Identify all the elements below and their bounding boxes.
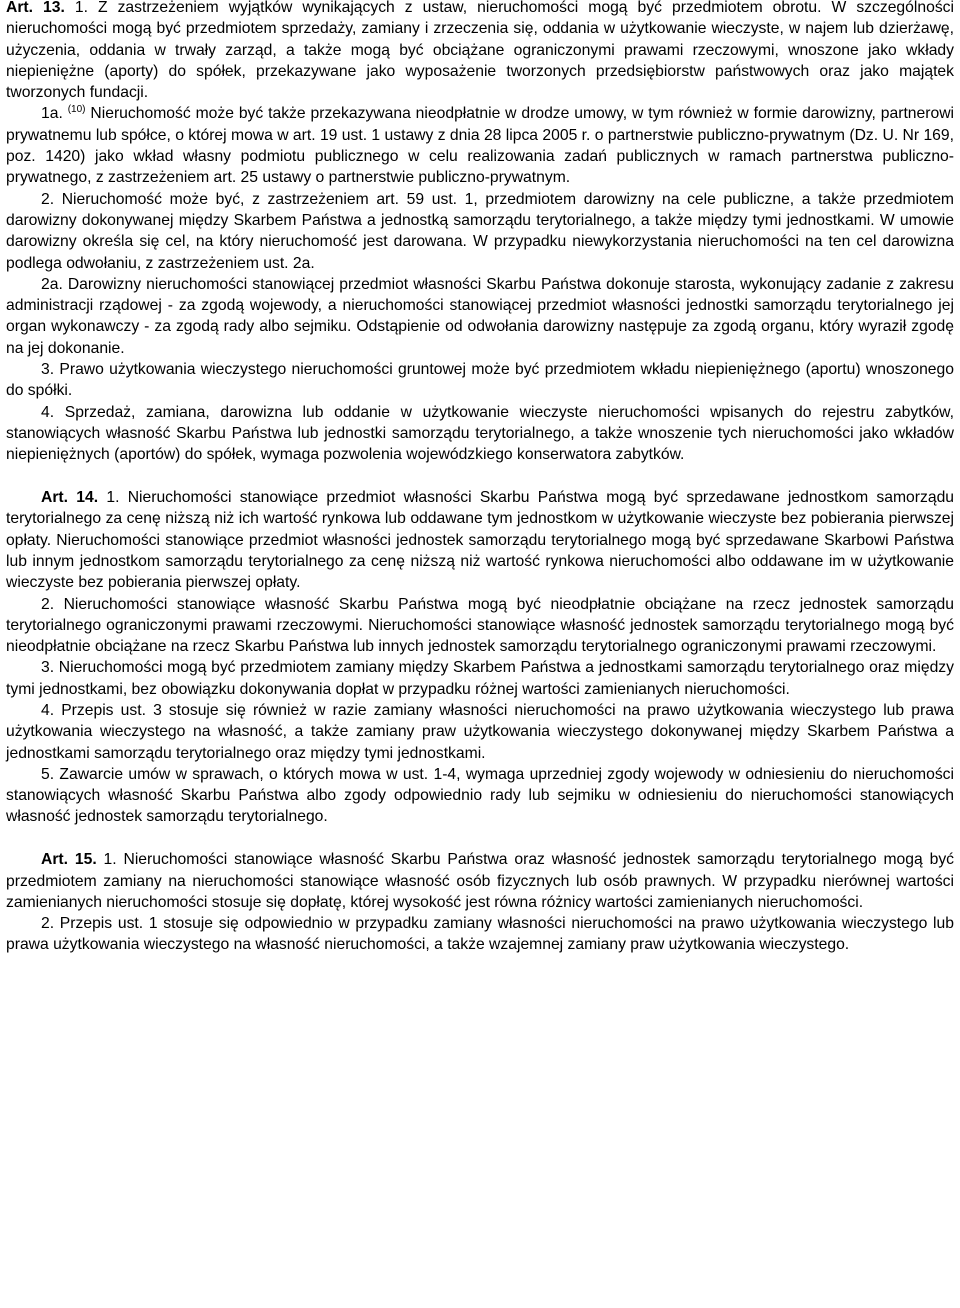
art14-p1-text: 1. Nieruchomości stanowiące przedmiot własności Skarbu Państwa mogą być sprzedawane jednostkom samorządu terytorialnego za cenę niższą niż ich wartość rynkowa lub oddawane tym jednostkom w użytkowanie wieczyste bez pobierania pierwszej opłaty. Nieruchomości stanowiące przedmiot własności jednostek samorządu terytorialnego mogą być sprzedawane Skarbowi Państwa lub innym jednostkom samorządu terytorialnego za cenę niższą niż wartość rynkowa nieruchomości albo oddawane im w użytkowanie wieczyste bez pobierania pierwszej opłaty. bbox=[6, 489, 955, 592]
section-spacer bbox=[6, 466, 954, 488]
art13-p1a-text: Nieruchomość może być także przekazywana nieodpłatnie w drodze umowy, w tym również w formie darowizny, partnerowi prywatnemu lub spółce, o której mowa w art. 19 ust. 1 ustawy z dnia 28 lipca 2005 r. o partnerstwie publiczno-prywatnym (Dz. U. Nr 169, poz. 1420) jako wkład własny podmiotu publicznego w celu realizowania zadań publicznych w ramach partnerstwa publiczno-prywatnego, z zastrzeżeniem art. 25 ustawy o partnerstwie publiczno-prywatnym. bbox=[6, 105, 955, 187]
art13-p1-number: 1. bbox=[74, 0, 88, 16]
art14-paragraph-1 bbox=[6, 487, 954, 593]
art14-heading: Art. 14. bbox=[41, 489, 99, 507]
art15-paragraph-1 bbox=[6, 849, 954, 913]
art15-p1-text: 1. Nieruchomości stanowiące własność Skarbu Państwa oraz własność jednostek samorządu terytorialnego mogą być przedmiotem zamiany na nieruchomości stanowiące własność osób fizycznych lub osób prawnych. W przypadku nierównej wartości zamienianych nieruchomości stosuje się dopłatę, której wysokość jest równa różnicy wartości zamienianych nieruchomości. bbox=[6, 851, 955, 911]
art13-p1a-number: 1a. bbox=[41, 105, 63, 123]
art14-paragraph-4: 4. Przepis ust. 3 stosuje się również w razie zamiany własności nieruchomości na prawo użytkowania wieczystego lub prawa użytkowania wieczystego na własność, a także zamiany praw użytkowania wieczystego dokonywanej między Skarbem Państwa a jednostkami samorządu terytorialnego oraz między tymi jednostkami. bbox=[6, 702, 954, 762]
art13-paragraph-2: 2. Nieruchomość może być, z zastrzeżeniem art. 59 ust. 1, przedmiotem darowizny na cele publiczne, a także przedmiotem darowizny dokonywanej między Skarbem Państwa a jednostką samorządu terytorialnego, a także między tymi jednostkami. W umowie darowizny określa się cel, na który nieruchomość jest darowana. W przypadku niewykorzystania nieruchomości na ten cel darowizna podlega odwołaniu, z zastrzeżeniem ust. 2a. bbox=[6, 190, 954, 272]
art13-paragraph-4: 4. Sprzedaż, zamiana, darowizna lub oddanie w użytkowanie wieczyste nieruchomości wpisanych do rejestru zabytków, stanowiących własność Skarbu Państwa lub jednostki samorządu terytorialnego, a także wnoszenie tych nieruchomości jako wkładów niepieniężnych (aportów) do spółek, wymaga pozwolenia wojewódzkiego konserwatora zabytków. bbox=[6, 403, 954, 464]
art13-paragraph-3: 3. Prawo użytkowania wieczystego nieruchomości gruntowej może być przedmiotem wkładu niepieniężnego (aportu) wnoszonego do spółki. bbox=[6, 361, 954, 400]
art13-paragraph-1 bbox=[6, 0, 954, 103]
article-14 bbox=[6, 487, 954, 828]
art14-paragraph-2: 2. Nieruchomości stanowiące własność Skarbu Państwa mogą być nieodpłatnie obciążane na rzecz jednostek samorządu terytorialnego ograniczonymi prawami rzeczowymi. Nieruchomości stanowiące własność jednostek samorządu terytorialnego mogą być nieodpłatnie obciążane na rzecz Skarbu Państwa lub innych jednostek samorządu terytorialnego ograniczonymi prawami rzeczowymi. bbox=[6, 595, 954, 656]
art15-paragraph-2: 2. Przepis ust. 1 stosuje się odpowiednio w przypadku zamiany własności nieruchomości na prawo użytkowania wieczystego lub prawa użytkowania wieczystego na własność nieruchomości, a także wzajemnej zamiany praw użytkowania wieczystego. bbox=[6, 915, 954, 954]
art13-paragraph-2a: 2a. Darowizny nieruchomości stanowiącej przedmiot własności Skarbu Państwa dokonuje starosta, wykonujący zadanie z zakresu administracji rządowej - za zgodą wojewody, a nieruchomości stanowiącej przedmiot własności jednostki samorządu terytorialnego jej organ wykonawczy - za zgodą rady albo sejmiku. Odstąpienie od odwołania darowizny następuje za zgodą organu, który wyraził zgodę na jej dokonanie. bbox=[6, 275, 954, 357]
article-15 bbox=[6, 849, 954, 955]
art14-paragraph-5: 5. Zawarcie umów w sprawach, o których mowa w ust. 1-4, wymaga uprzedniej zgody wojewody w odniesieniu do nieruchomości stanowiących własność Skarbu Państwa albo zgody odpowiednio rady lub sejmiku w odniesieniu do nieruchomości stanowiących własność jednostek samorządu terytorialnego. bbox=[6, 765, 954, 826]
footnote-marker: (10) bbox=[67, 104, 86, 116]
art13-paragraph-1a bbox=[6, 103, 954, 188]
article-13 bbox=[6, 0, 954, 466]
art13-heading: Art. 13. bbox=[6, 0, 65, 16]
art15-heading: Art. 15. bbox=[41, 851, 97, 869]
art13-p1-text: Z zastrzeżeniem wyjątków wynikających z ustaw, nieruchomości mogą być przedmiotem obrotu. W szczególności nieruchomości mogą być przedmiotem sprzedaży, zamiany i zrzeczenia się, oddania w użytkowanie wieczyste, w najem lub dzierżawę, użyczenia, oddania w trwały zarząd, a także mogą być obciążane ograniczonymi prawami rzeczowymi, wnoszone jako wkłady niepieniężne (aporty) do spółek, przekazywane jako wyposażenie tworzonych przedsiębiorstw państwowych oraz jako majątek tworzonych fundacji. bbox=[6, 0, 954, 102]
art14-paragraph-3: 3. Nieruchomości mogą być przedmiotem zamiany między Skarbem Państwa a jednostkami samorządu terytorialnego oraz między tymi jednostkami, bez obowiązku dokonywania dopłat w przypadku różnej wartości zamienianych nieruchomości. bbox=[6, 659, 954, 698]
section-spacer bbox=[6, 828, 954, 850]
